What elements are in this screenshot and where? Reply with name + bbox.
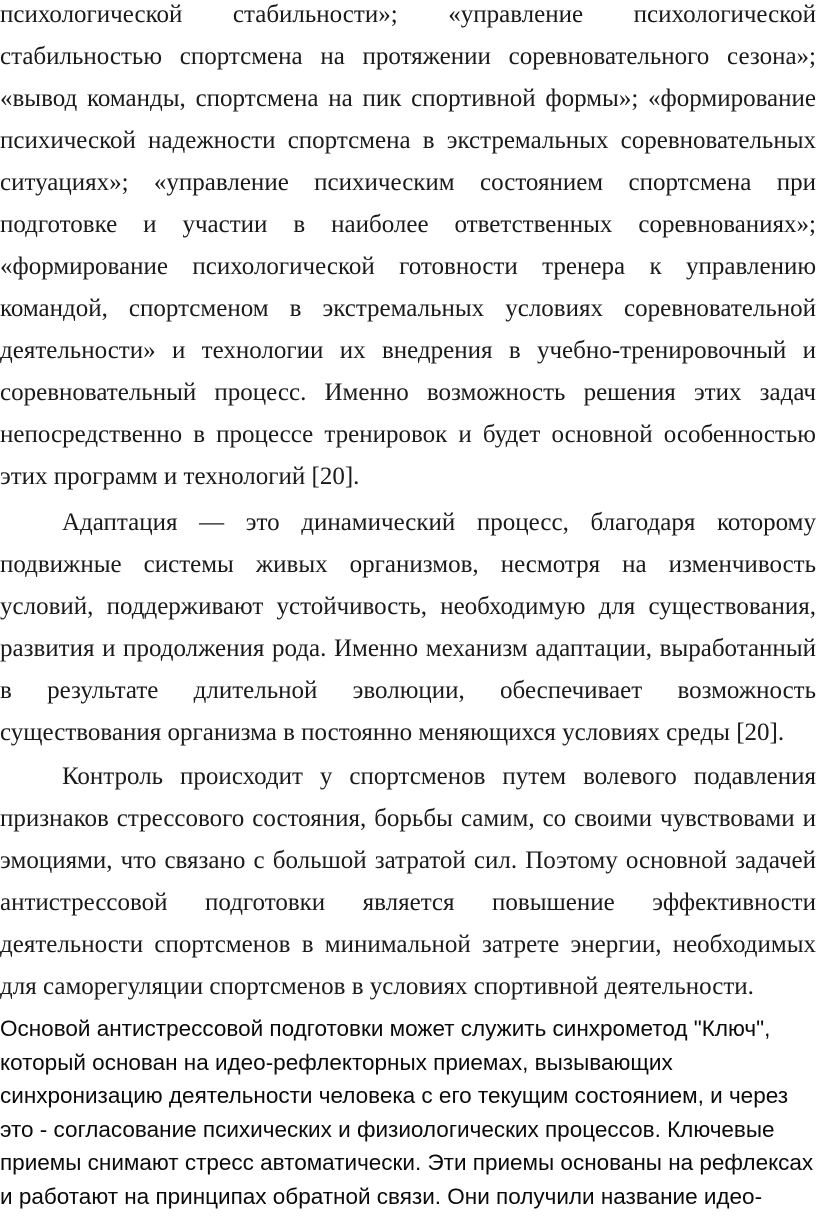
paragraph-adaptation: Адаптация — это динамический процесс, благодаря которому подвижные системы живых организмов, несмотря на изменчивость условий, поддерживают устойчивость, необходимую для существования, развития и продолжения рода. Именно механизм адаптации, выработанный в результате длительной эволюции, обеспечивает возможность существования организма в постоянно меняющихся условиях среды [20].: [0, 509, 816, 746]
paragraph-key-method: Основой антистрессовой подготовки может служить синхрометод "Ключ", который основан на идео-рефлекторных приемах, вызывающих синхронизацию деятельности человека с его текущим состоянием, и через это - согласование психических и физиологических процессов. Ключевые приемы снимают стресс автоматически. Эти приемы основаны на рефлексах и работают на принципах обратной связи. Они получили название идео-: [0, 1016, 814, 1209]
paragraph-program-tasks: психологической стабильности»; «управление психологической стабильностью спортсмена на протяжении соревновательного сезона»; «вывод команды, спортсмена на пик спортивной формы»; «формирование психической надежности спортсмена в экстремальных соревновательных ситуациях»; «управление психическим состоянием спортсмена при подготовке и участии в наиболее ответственных соревнованиях»; «формирование психологической готовности тренера к управлению командой, спортсменом в экстремальных условиях соревновательной деятельности» и технологии их внедрения в учебно-тренировочный и соревновательный процесс. Именно возможность решения этих задач непосредственно в процессе тренировок и будет основной особенностью этих программ и технологий [20].: [0, 1, 816, 490]
paragraph-control: Контроль происходит у спортсменов путем волевого подавления признаков стрессового состояния, борьбы самим, со своими чувствовами и эмоциями, что связано с большой затратой сил. Поэтому основной задачей антистрессовой подготовки является повышение эффективности деятельности спортсменов в минимальной затрете энергии, необходимых для саморегуляции спортсменов в условиях спортивной деятельности.: [0, 763, 816, 1000]
